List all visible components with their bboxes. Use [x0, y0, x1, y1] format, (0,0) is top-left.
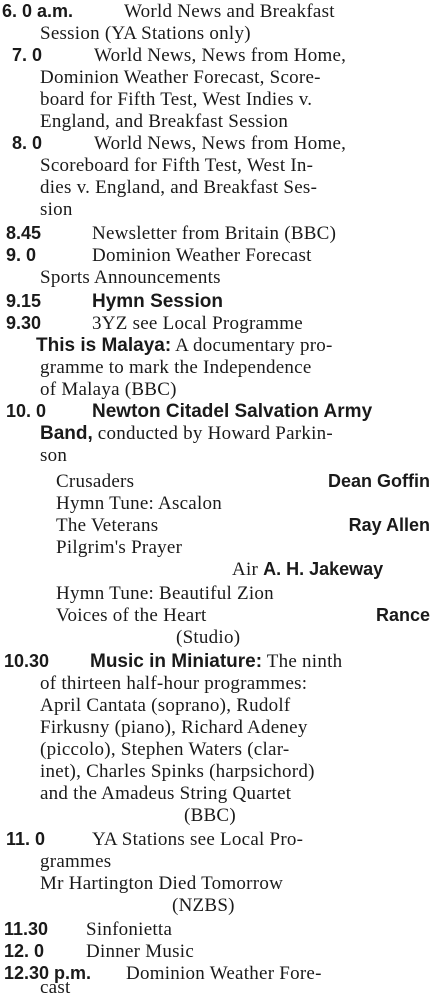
time-label: 11.30	[4, 919, 49, 939]
listing-row	[56, 514, 436, 537]
time-label: 9. 0	[6, 245, 37, 265]
time-label: 10.30	[4, 651, 50, 671]
time-label: 11. 0	[6, 829, 46, 849]
listing-row	[56, 470, 436, 493]
listing-row	[40, 976, 440, 999]
listing-row	[56, 536, 440, 559]
listing-text: (Studio)	[176, 627, 241, 648]
listing-text: World News, News from Home,	[94, 45, 347, 66]
listing-row	[2, 0, 438, 23]
listing-text: son	[40, 445, 68, 466]
piece-title: Voices of the Heart	[56, 605, 207, 626]
listing-text: Dominion Weather Forecast, Score-	[40, 67, 321, 88]
listing-text: Dinner Music	[86, 941, 195, 962]
listing-text: inet), Charles Spinks (harpsichord)	[40, 761, 315, 782]
listing-row	[172, 894, 440, 917]
listing-row	[12, 132, 440, 155]
listing-row	[6, 828, 440, 851]
listing-text: Scoreboard for Fifth Test, West In-	[40, 155, 314, 176]
listing-text: Air	[232, 559, 259, 580]
listing-text: Firkusny (piano), Richard Adeney	[40, 717, 308, 738]
listing-row	[56, 604, 436, 627]
listing-row	[40, 22, 440, 45]
listing-text: YA Stations see Local Pro-	[92, 829, 304, 850]
listing-row	[184, 804, 440, 827]
listing-text: World News and Breakfast	[124, 1, 335, 22]
listing-text: cast	[40, 977, 71, 998]
listing-text: dies v. England, and Breakfast Ses-	[40, 177, 318, 198]
listing-text: The ninth	[266, 651, 343, 672]
listing-row	[40, 88, 440, 111]
listing-row	[40, 110, 440, 133]
listing-row	[40, 850, 440, 873]
listing-row	[40, 872, 440, 895]
listing-text: (BBC)	[184, 805, 236, 826]
listing-row	[40, 198, 440, 221]
piece-title: Hymn Tune: Ascalon	[56, 493, 223, 514]
programme-title: Hymn Session	[92, 291, 223, 312]
listing-row	[6, 290, 440, 313]
listing-row	[40, 176, 440, 199]
listing-row	[40, 716, 440, 739]
listing-row	[40, 444, 440, 467]
listing-text: of thirteen half-hour programmes:	[40, 673, 308, 694]
listing-text: A documentary pro-	[175, 335, 333, 356]
listing-text: Newsletter from Britain (BBC)	[92, 223, 337, 244]
time-label: 12. 0	[4, 941, 45, 961]
listing-row	[36, 334, 440, 357]
listing-text: Dominion Weather Fore-	[126, 963, 322, 984]
listing-row	[176, 626, 440, 649]
listing-text: England, and Breakfast Session	[40, 111, 289, 132]
listing-row	[40, 694, 440, 717]
listing-row	[56, 582, 440, 605]
listing-row	[40, 672, 440, 695]
programme-title: Band,	[40, 423, 93, 444]
composer: A. H. Jakeway	[263, 559, 384, 579]
listing-row	[40, 738, 440, 761]
piece-title: The Veterans	[56, 515, 159, 536]
listing-row	[40, 422, 440, 445]
listing-row	[232, 558, 440, 581]
listing-text: Dominion Weather Forecast	[92, 245, 312, 266]
listing-row	[40, 154, 440, 177]
listing-text: April Cantata (soprano), Rudolf	[40, 695, 291, 716]
listing-row	[56, 492, 440, 515]
listing-row	[40, 66, 440, 89]
listing-row	[40, 266, 440, 289]
listing-row	[6, 244, 440, 267]
listing-text: grammes	[40, 851, 112, 872]
time-label: 9.15	[6, 291, 42, 311]
listing-row	[40, 356, 440, 379]
listing-row	[40, 782, 440, 805]
piece-title: Crusaders	[56, 471, 135, 492]
time-label: 10. 0	[6, 401, 47, 421]
time-label: 7. 0	[12, 45, 43, 65]
composer: Ray Allen	[348, 515, 430, 535]
listing-row	[6, 312, 440, 335]
listing-text: 3YZ see Local Programme	[92, 313, 303, 334]
listing-row	[40, 378, 440, 401]
piece-title: Hymn Tune: Beautiful Zion	[56, 583, 274, 604]
time-label: 8. 0	[12, 133, 43, 153]
listing-text: Mr Hartington Died Tomorrow	[40, 873, 284, 894]
listing-text: gramme to mark the Independence	[40, 357, 312, 378]
listing-row	[12, 44, 440, 67]
listing-text: (piccolo), Stephen Waters (clar-	[40, 739, 290, 760]
listing-row	[4, 918, 440, 941]
listing-text: and the Amadeus String Quartet	[40, 783, 292, 804]
programme-title: Music in Miniature:	[90, 651, 263, 672]
listing-row	[6, 400, 440, 423]
programme-title: Newton Citadel Salvation Army	[92, 401, 373, 422]
listing-text: World News, News from Home,	[94, 133, 347, 154]
listing-text: sion	[40, 199, 73, 220]
listing-row	[4, 650, 440, 673]
listing-row	[4, 940, 440, 963]
listing-text: Session (YA Stations only)	[40, 23, 251, 44]
time-label: 8.45	[6, 223, 42, 243]
time-label: 12.30 p.m.	[4, 963, 92, 983]
time-label: 9.30	[6, 313, 42, 333]
programme-title: This is Malaya:	[36, 335, 172, 356]
composer: Rance	[375, 605, 430, 625]
piece-title: Pilgrim's Prayer	[56, 537, 183, 558]
listing-text: Sports Announcements	[40, 267, 221, 288]
listing-text: board for Fifth Test, West Indies v.	[40, 89, 313, 110]
time-label: 6. 0 a.m.	[2, 1, 74, 21]
listing-text: (NZBS)	[172, 895, 235, 916]
listing-text: conducted by Howard Parkin-	[97, 423, 333, 444]
listing-text: Sinfonietta	[86, 919, 173, 940]
composer: Dean Goffin	[328, 471, 430, 491]
listing-row	[6, 222, 440, 245]
listing-row	[40, 760, 440, 783]
listing-text: of Malaya (BBC)	[40, 379, 177, 400]
